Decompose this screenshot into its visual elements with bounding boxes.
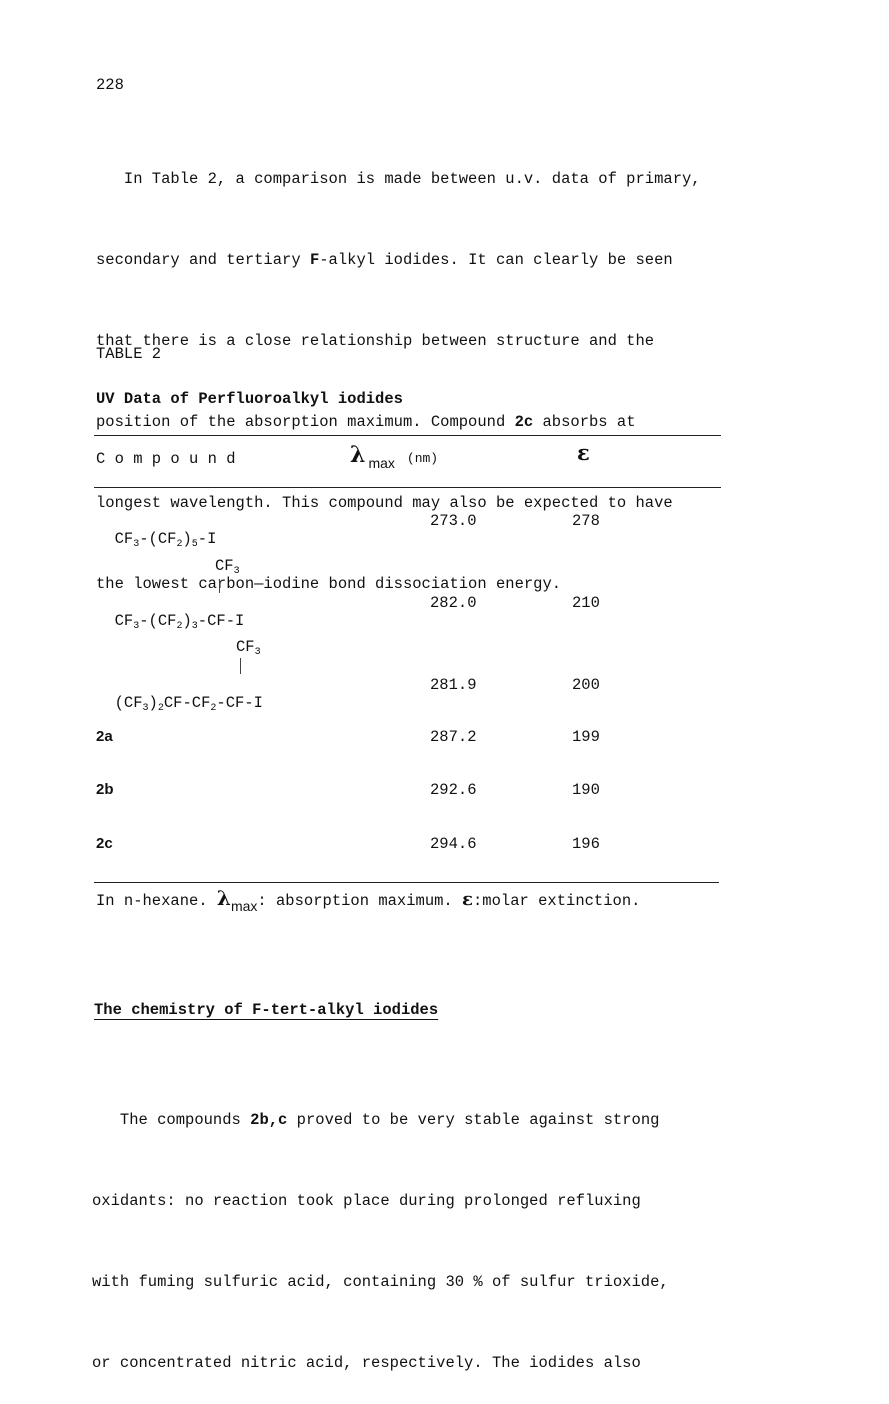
- branch-bond: [240, 658, 241, 674]
- header-lambda-max: [350, 442, 439, 471]
- branch-cf3: CF3: [236, 638, 261, 658]
- branch-bond: [219, 579, 220, 593]
- table-bottom-rule: [94, 882, 719, 883]
- epsilon-value: 190: [572, 781, 600, 799]
- epsilon-value: 200: [572, 676, 600, 694]
- epsilon-value: 196: [572, 835, 600, 853]
- branch-cf3: CF3: [215, 557, 240, 577]
- lambda-unit: (nm): [406, 451, 439, 466]
- lambda-max-value: 281.9: [430, 676, 477, 694]
- compound-label: 2b: [96, 781, 114, 798]
- intro-line: In Table 2, a comparison is made between u.v. data of primary,: [96, 170, 701, 188]
- lambda-max-value: 273.0: [430, 512, 477, 530]
- intro-line: longest wavelength. This compound may also be expected to have: [96, 494, 673, 512]
- section-paragraph: [92, 1053, 812, 1404]
- intro-line: secondary and tertiary F-alkyl iodides. It can clearly be seen: [96, 251, 673, 269]
- section-line: The compounds 2b,c proved to be very stable against strong: [92, 1111, 660, 1129]
- section-line: with fuming sulfuric acid, containing 30 % of sulfur trioxide,: [92, 1273, 669, 1291]
- epsilon-value: 199: [572, 728, 600, 746]
- page-number: 228: [96, 76, 124, 94]
- compound-label: 2a: [96, 728, 113, 745]
- intro-line: that there is a close relationship between structure and the: [96, 332, 655, 350]
- header-rule: [94, 487, 721, 488]
- section-line: or concentrated nitric acid, respectively. The iodides also: [92, 1354, 641, 1372]
- table-title: UV Data of Perfluoroalkyl iodides: [96, 390, 403, 408]
- epsilon-value: 210: [572, 594, 600, 612]
- table-row: [96, 512, 216, 548]
- table-top-rule: [94, 435, 721, 436]
- lambda-max-value: 287.2: [430, 728, 477, 746]
- table-label: TABLE 2: [96, 345, 162, 363]
- table-footnote: In n-hexane. λmax: absorption maximum. ε:molar extinction.: [96, 886, 641, 914]
- table-row: [96, 676, 263, 712]
- epsilon-value: 278: [572, 512, 600, 530]
- compound-formula: CF3-(CF2)5-I: [114, 530, 217, 550]
- intro-line: position of the absorption maximum. Compound 2c absorbs at: [96, 413, 636, 431]
- intro-paragraph: [96, 112, 816, 625]
- section-line: oxidants: no reaction took place during prolonged refluxing: [92, 1192, 641, 1210]
- lambda-subscript: max: [368, 455, 395, 471]
- lambda-max-value: 282.0: [430, 594, 477, 612]
- lambda-subscript: max: [230, 898, 258, 914]
- header-epsilon: [577, 440, 590, 465]
- lambda-symbol: λ: [350, 442, 366, 468]
- table-row: [96, 594, 244, 630]
- lambda-max-value: 294.6: [430, 835, 477, 853]
- lambda-symbol: λ: [216, 886, 231, 910]
- lambda-max-value: 292.6: [430, 781, 477, 799]
- compound-formula: (CF3)2CF-CF2-CF-I: [114, 694, 263, 714]
- header-compound: C o m p o u n d: [96, 450, 236, 468]
- section-heading: The chemistry of F-tert-alkyl iodides: [94, 1001, 439, 1019]
- epsilon-symbol: ε: [462, 889, 473, 910]
- compound-label: 2c: [96, 835, 113, 852]
- epsilon-symbol: ε: [577, 440, 590, 465]
- intro-line: the lowest carbon—iodine bond dissociation energy.: [96, 575, 562, 593]
- compound-formula: CF3-(CF2)3-CF-I: [114, 612, 245, 632]
